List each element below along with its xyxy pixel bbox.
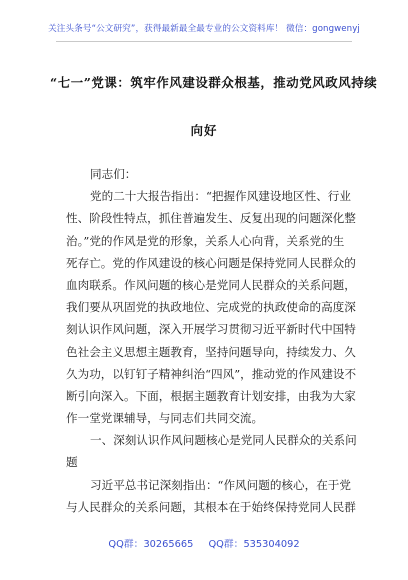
section-heading: 一、深刻认识作风问题核心是党同人民群众的关系问 <box>90 433 357 448</box>
paragraph-line: 死存亡。党的作风建设的核心问题是保持党同人民群众的 <box>66 255 356 270</box>
salutation: 同志们： <box>90 167 137 181</box>
paragraph-line: 久为功，以钉钉子精神纠治“四风”，推动党的作风建设不 <box>66 366 357 381</box>
header-promo-text: 关注头条号“公文研究”，获得最新最全最专业的公文资料库！ 微信：gongwenyj <box>48 24 360 34</box>
paragraph-line: 与人民群众的关系问题，其根本在于始终保持党同人民群 <box>66 499 356 514</box>
paragraph-line: 色社会主义思想主题教育，坚持问题导向，持续发力、久 <box>66 344 356 359</box>
paragraph-line: 性、阶段性特点，抓住普遍发生、反复出现的问题深化整 <box>66 211 356 226</box>
footer-qq-group-1: QQ群：30265665 <box>108 539 194 550</box>
document-body <box>66 163 357 518</box>
paragraph-line: 习近平总书记深刻指出：“作风问题的核心，在于党 <box>90 477 351 492</box>
footer-qq-group-2: QQ群：535304092 <box>208 539 300 550</box>
section-heading-continued: 题 <box>66 455 78 470</box>
document-title-continued: 向好 <box>190 123 218 138</box>
paragraph-line: 我们要从巩固党的执政地位、完成党的执政使命的高度深 <box>66 300 356 315</box>
document-title: “七一”党课：筑牢作风建设群众根基，推动党风政风持续 <box>50 75 378 90</box>
paragraph-line: 党的二十大报告指出：“把握作风建设地区性、行业 <box>90 189 351 204</box>
footer-contact <box>0 536 408 550</box>
paragraph-line: 刻认识作风问题，深入开展学习贯彻习近平新时代中国特 <box>66 322 356 337</box>
header-divider <box>56 41 352 42</box>
paragraph-line: 作一堂党课辅导，与同志们共同交流。 <box>66 411 264 426</box>
paragraph-line: 血肉联系。作风问题的核心是党同人民群众的关系问题， <box>66 277 356 292</box>
paragraph-line: 治。”党的作风是党的形象，关系人心向背，关系党的生 <box>66 233 345 248</box>
paragraph-line: 断引向深入。下面，根据主题教育计划安排，由我为大家 <box>66 388 356 403</box>
